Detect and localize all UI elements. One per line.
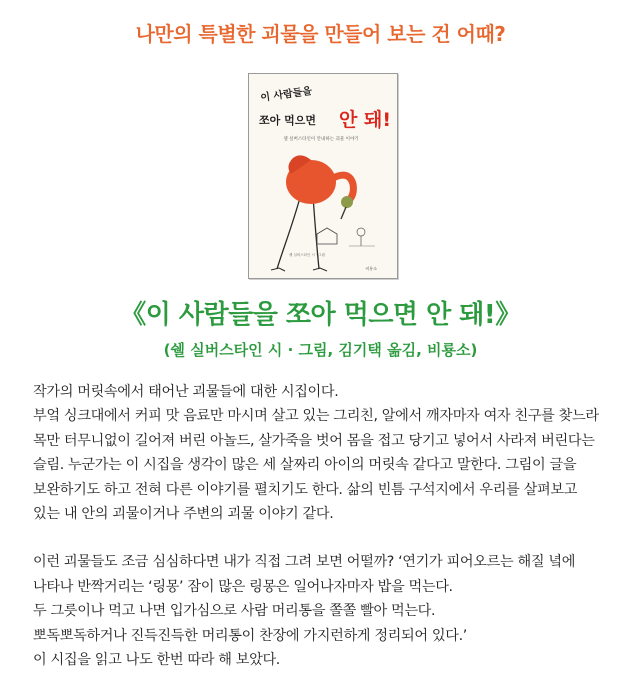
paragraph-gap bbox=[33, 526, 618, 550]
page-headline: 나만의 특별한 괴물을 만들어 보는 건 어때? bbox=[135, 22, 506, 46]
paragraph-1-line-5: 보완하기도 하고 전혀 다른 이야기를 펼치기도 한다. 삶의 빈틈 구석지에서 우리를 살펴보고 bbox=[33, 481, 578, 498]
paragraph-1-line-4: 슬림. 누군가는 이 시집을 생각이 많은 세 살짜리 아이의 머릿속 같다고 말한다. 그림이 글을 bbox=[33, 457, 577, 474]
cover-credit-small: 셸 실버스타인 시 · 그림 bbox=[289, 253, 325, 257]
paragraph-2-line-1: 이런 괴물들도 조금 심심하다면 내가 직접 그려 보면 어떨까? ‘연기가 피어오르는 해질 녘에 bbox=[33, 554, 576, 571]
paragraph-1-line-2: 부엌 싱크대에서 커피 맛 음료만 마시며 살고 있는 그리친, 알에서 깨자마자 여자 친구를 찾느라 bbox=[33, 408, 599, 425]
paragraph-2-line-3: 두 그릇이나 먹고 나면 입가심으로 사람 머리통을 쫄쫄 빨아 먹는다. bbox=[33, 603, 436, 620]
paragraph-1-line-1: 작가의 머릿속에서 태어난 괴물들에 대한 시집이다. bbox=[33, 384, 339, 400]
cover-publisher: 비룡소 bbox=[365, 266, 377, 271]
book-title: 《이 사람들을 쪼아 먹으면 안 돼!》 bbox=[120, 300, 521, 330]
cover-title-line1: 이 사람들을 bbox=[259, 85, 313, 104]
paragraph-2-line-2: 나타나 반짝거리는 ‘링몽’ 잠이 많은 링몽은 일어나자마자 밥을 먹는다. bbox=[33, 578, 453, 595]
book-cover-image bbox=[248, 73, 398, 279]
paragraph-2-line-4: 뽀독뽀독하거나 진득진득한 머리통이 찬장에 가지런하게 정리되어 있다.’ bbox=[33, 627, 467, 644]
cover-title-line2b: 안 돼! bbox=[339, 109, 391, 131]
paragraph-2-line-5: 이 시집을 읽고 나도 한번 따라 해 보았다. bbox=[33, 652, 280, 669]
bird-head-icon bbox=[341, 196, 353, 208]
book-credit: (쉘 실버스타인 시 · 그림, 김기택 옮김, 비룡소) bbox=[163, 341, 478, 359]
cover-title-line2a: 쪼아 먹으면 bbox=[259, 114, 316, 127]
cover-subtitle: 셸 실버스타인이 안내하는 괴물 이야기 bbox=[283, 137, 359, 142]
body-text bbox=[33, 380, 618, 672]
paragraph-1-line-6: 있는 내 안의 괴물이거나 주변의 괴물 이야기 같다. bbox=[33, 506, 334, 523]
paragraph-1-line-3: 목만 터무니없이 길어져 버린 아놀드, 살가죽을 벗어 몸을 접고 당기고 넣어서 사라져 버린다는 bbox=[33, 432, 595, 449]
book-cover-illustration bbox=[249, 74, 397, 278]
